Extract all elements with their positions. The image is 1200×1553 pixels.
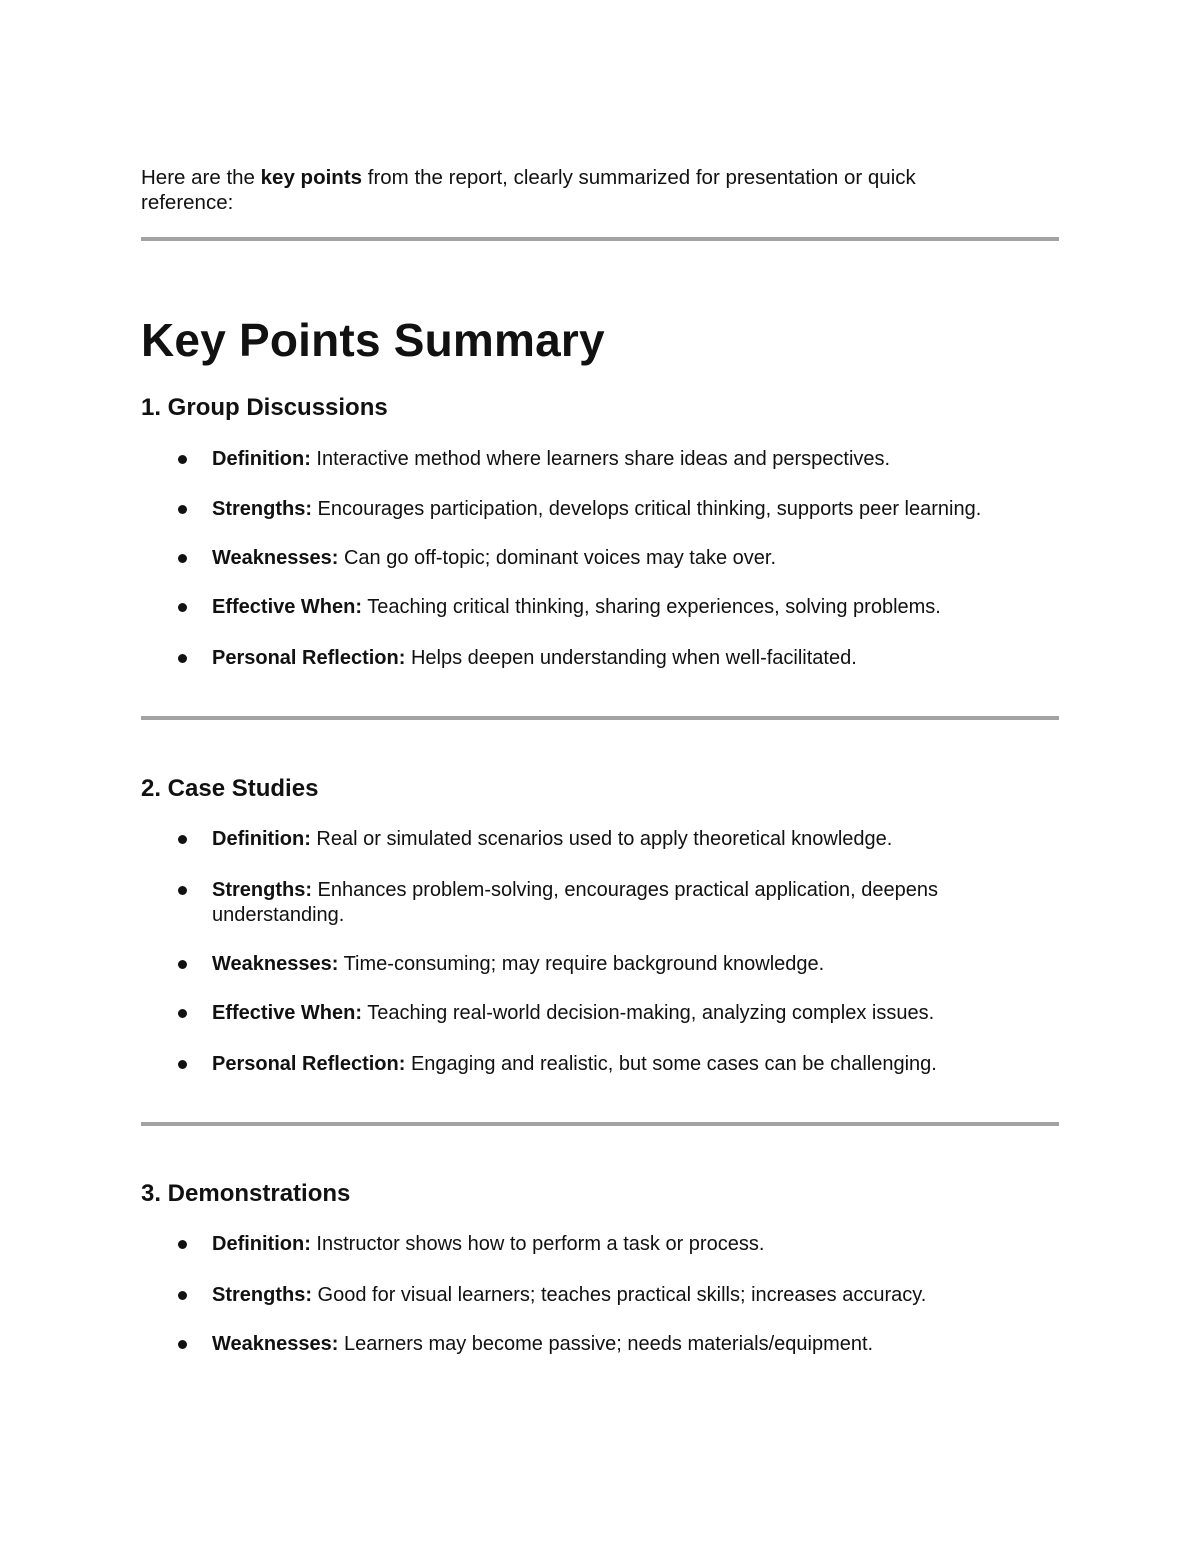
item-label: Weaknesses: xyxy=(212,1333,339,1355)
bullet-icon xyxy=(178,1291,187,1300)
item-label: Strengths: xyxy=(212,879,312,901)
item-text: Enhances problem-solving, encourages practical application, deepens understanding. xyxy=(212,879,938,926)
bullet-icon xyxy=(178,1240,187,1249)
item-text: Good for visual learners; teaches practical skills; increases accuracy. xyxy=(312,1284,927,1306)
item-text: Can go off-topic; dominant voices may take over. xyxy=(338,547,777,569)
item-label: Definition: xyxy=(212,1233,311,1255)
item-label: Personal Reflection: xyxy=(212,647,406,669)
item-label: Weaknesses: xyxy=(212,547,339,569)
item-label: Weaknesses: xyxy=(212,953,339,975)
intro-text-start: Here are the xyxy=(141,166,261,189)
item-label: Effective When: xyxy=(212,596,363,618)
bullet-icon xyxy=(178,1009,187,1018)
item-text: Encourages participation, develops critical thinking, supports peer learning. xyxy=(312,498,982,520)
divider-2 xyxy=(141,716,1059,720)
item-label: Effective When: xyxy=(212,1002,363,1024)
intro-text-end: from the report, clearly summarized for presentation or quick reference: xyxy=(141,166,916,214)
bullet-icon xyxy=(178,886,187,895)
item-text: Teaching real-world decision-making, analyzing complex issues. xyxy=(362,1002,935,1024)
bullet-icon xyxy=(178,654,187,663)
section-heading-case-studies: 2. Case Studies xyxy=(141,775,319,802)
item-text: Interactive method where learners share ideas and perspectives. xyxy=(310,448,891,470)
item-label: Strengths: xyxy=(212,1284,312,1306)
section-heading-demonstrations: 3. Demonstrations xyxy=(141,1180,351,1207)
bullet-icon xyxy=(178,960,187,969)
item-text: Time-consuming; may require background knowledge. xyxy=(338,953,825,975)
bullet-icon xyxy=(178,835,187,844)
bullet-icon xyxy=(178,1060,187,1069)
page-title: Key Points Summary xyxy=(141,314,605,366)
item-label: Personal Reflection: xyxy=(212,1053,406,1075)
item-text: Helps deepen understanding when well-facilitated. xyxy=(405,647,857,669)
item-label: Strengths: xyxy=(212,498,312,520)
item-text: Engaging and realistic, but some cases can be challenging. xyxy=(405,1053,937,1075)
divider-3 xyxy=(141,1122,1059,1126)
item-text: Real or simulated scenarios used to apply theoretical knowledge. xyxy=(310,828,893,850)
bullet-icon xyxy=(178,505,187,514)
bullet-icon xyxy=(178,455,187,464)
item-text: Learners may become passive; needs materials/equipment. xyxy=(338,1333,874,1355)
bullet-icon xyxy=(178,554,187,563)
item-label: Definition: xyxy=(212,448,311,470)
section-heading-group-discussions: 1. Group Discussions xyxy=(141,394,388,421)
item-text: Instructor shows how to perform a task or process. xyxy=(310,1233,765,1255)
bullet-icon xyxy=(178,603,187,612)
intro-text-bold: key points xyxy=(260,166,363,189)
divider-1 xyxy=(141,237,1059,241)
bullet-icon xyxy=(178,1340,187,1349)
item-text: Teaching critical thinking, sharing experiences, solving problems. xyxy=(362,596,941,618)
intro-paragraph xyxy=(141,165,1001,215)
item-label: Definition: xyxy=(212,828,311,850)
